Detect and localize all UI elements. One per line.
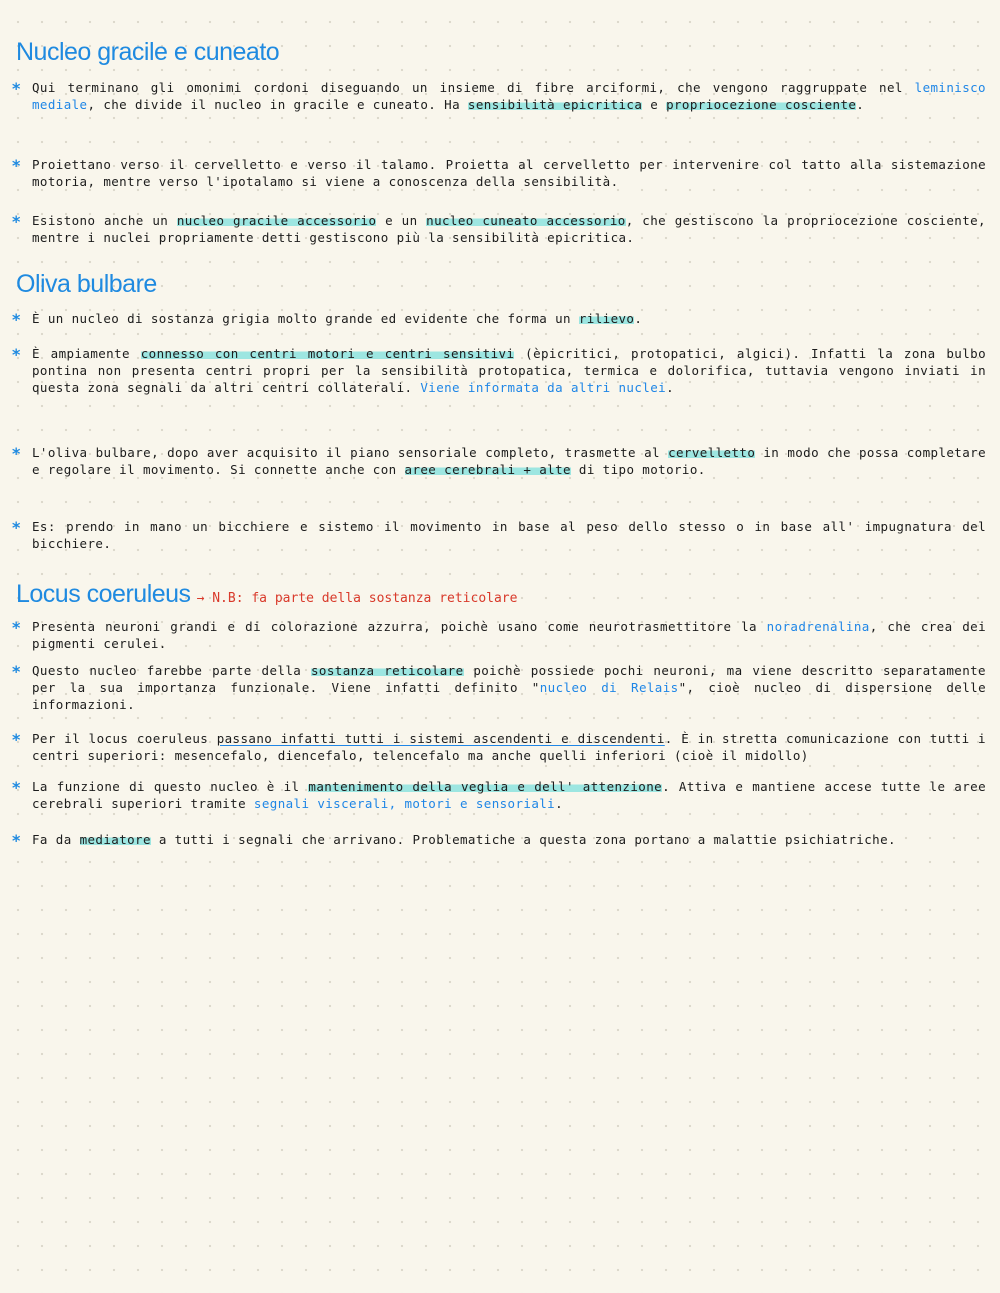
highlighted-text: propriocezione cosciente	[666, 97, 857, 112]
text-run: in modo che possa completare e regolare il movimento. Si connette anche con	[32, 445, 987, 477]
list-item	[12, 212, 986, 246]
asterisk-icon: *	[12, 310, 21, 329]
highlighted-text: mantenimento della veglia e dell' attenzione	[308, 779, 663, 794]
highlighted-text: sostanza reticolare	[311, 663, 464, 678]
text-run: Per il locus coeruleus	[32, 731, 217, 746]
bullet-text	[32, 662, 986, 713]
asterisk-icon: *	[12, 212, 21, 231]
text-run: ", cioè nucleo di dispersione delle informazioni.	[32, 680, 987, 712]
text-run: . È in stretta comunicazione con tutti i centri superiori: mesencefalo, diencefalo, telencefalo ma anche quelli inferiori (cioè il midollo)	[32, 731, 986, 763]
bullet-text	[32, 831, 986, 848]
blue-text: leminisco mediale	[32, 80, 986, 112]
asterisk-icon: *	[12, 518, 21, 537]
highlighted-text: sensibilità epicritica	[467, 97, 643, 112]
text-run: (èpicritici, protopatici, algici). Infatti la zona bulbo pontina non presenta centri propri per la sensibilità protopatica, termica e dolorifica, tuttavia vengono inviati in questa zona segnali da altri centri collaterali.	[32, 346, 986, 395]
text-run: Proiettano verso il cervelletto e verso il talamo. Proietta al cervelletto per intervenire col tatto alla sistemazione motoria, mentre verso l'ipotalamo si viene a conoscenza della sensibilità.	[32, 157, 986, 189]
section-title-nucleo: Nucleo gracile e cuneato	[16, 38, 280, 66]
highlighted-text: connesso con centri motori e centri sensitivi	[140, 346, 515, 361]
text-run: .	[555, 796, 564, 811]
blue-text: segnali viscerali, motori e sensoriali	[253, 796, 556, 811]
list-item	[12, 662, 986, 713]
blue-text: Viene informata da altri nuclei	[420, 380, 667, 395]
text-run: .	[634, 311, 643, 326]
asterisk-icon: *	[12, 156, 21, 175]
list-item	[12, 345, 986, 396]
text-run: L'oliva bulbare, dopo aver acquisito il piano sensoriale completo, trasmette al	[32, 445, 669, 460]
text-run: e	[642, 97, 667, 112]
list-item	[12, 831, 986, 848]
list-item	[12, 778, 986, 812]
list-item	[12, 156, 986, 190]
asterisk-icon: *	[12, 662, 21, 681]
bullet-text	[32, 310, 986, 327]
highlighted-text: cervelletto	[668, 445, 756, 460]
asterisk-icon: *	[12, 79, 21, 98]
bullet-text	[32, 518, 986, 552]
section-note: → N.B: fa parte della sostanza reticolare	[196, 591, 518, 606]
asterisk-icon: *	[12, 444, 21, 463]
text-run: , che crea dei pigmenti cerulei.	[32, 619, 986, 651]
text-run: .	[666, 380, 674, 395]
bullet-text	[32, 345, 986, 396]
bullet-text	[32, 156, 986, 190]
asterisk-icon: *	[12, 730, 21, 749]
bullet-text	[32, 79, 986, 113]
highlighted-text: nucleo cuneato accessorio	[426, 213, 626, 228]
text-run: di tipo motorio.	[570, 462, 706, 477]
text-run: Presenta neuroni grandi e di colorazione azzurra, poichè usano come neurotrasmettitore la	[32, 619, 767, 634]
bullet-text	[32, 778, 986, 812]
list-item	[12, 618, 986, 652]
section-title-oliva: Oliva bulbare	[16, 270, 157, 298]
text-run: La funzione di questo nucleo è il	[32, 779, 309, 794]
text-run: Esistono anche un	[32, 213, 177, 228]
text-run: È un nucleo di sostanza grigia molto grande ed evidente che forma un	[32, 311, 579, 326]
highlighted-text: mediatore	[79, 832, 151, 847]
asterisk-icon: *	[12, 618, 21, 637]
section-title-locus: Locus coeruleus → N.B: fa parte della sostanza reticolare	[16, 580, 518, 608]
list-item	[12, 730, 986, 764]
highlighted-text: aree cerebrali + alte	[404, 462, 571, 477]
text-run: Es: prendo in mano un bicchiere e sistemo il movimento in base al peso dello stesso o in base all' impugnatura del bicchiere.	[32, 519, 986, 551]
list-item	[12, 444, 986, 478]
list-item	[12, 79, 986, 113]
underlined-text: passano infatti tutti i sistemi ascendenti e discendenti	[216, 731, 665, 746]
bullet-text	[32, 730, 986, 764]
text-run: Qui terminano gli omonimi cordoni diseguando un insieme di fibre arciformi, che vengono raggruppate nel	[32, 80, 915, 95]
bullet-text	[32, 618, 986, 652]
list-item	[12, 310, 986, 327]
text-run: , che divide il nucleo in gracile e cuneato. Ha	[87, 97, 468, 112]
text-run: , che gestiscono la propriocezione cosciente, mentre i nuclei propriamente detti gestiscono più la sensibilità epicritica.	[32, 213, 986, 245]
text-run: Fa da	[32, 832, 80, 847]
text-run: a tutti i segnali che arrivano. Problematiche a questa zona portano a malattie psichiatriche.	[150, 832, 896, 847]
highlighted-text: rilievo	[578, 311, 635, 326]
bullet-text	[32, 212, 986, 246]
asterisk-icon: *	[12, 831, 21, 850]
bullet-text	[32, 444, 986, 478]
text-run: e un	[376, 213, 427, 228]
text-run: È ampiamente	[32, 346, 141, 361]
text-run: poichè possiede pochi neuroni, ma viene descritto separatamente per la sua importanza funzionale. Viene infatti definito "	[32, 663, 986, 695]
asterisk-icon: *	[12, 778, 21, 797]
asterisk-icon: *	[12, 345, 21, 364]
text-run: Questo nucleo farebbe parte della	[32, 663, 311, 678]
text-run: .	[856, 97, 865, 112]
highlighted-text: nucleo gracile accessorio	[176, 213, 377, 228]
blue-text: noradrenalina	[766, 619, 870, 634]
text-run: . Attiva e mantiene accese tutte le aree cerebrali superiori tramite	[32, 779, 986, 811]
blue-text: nucleo di Relais	[539, 680, 679, 695]
list-item	[12, 518, 986, 552]
